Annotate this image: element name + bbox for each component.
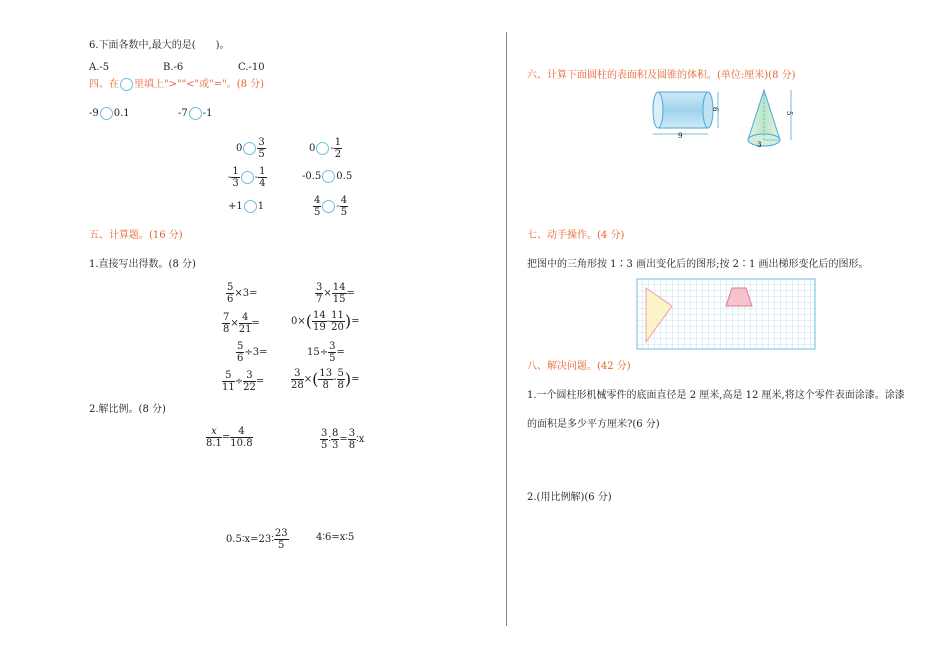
problem-1-line1: 1.一个圆柱形机械零件的底面直径是 2 厘米,高是 12 厘米,将这个零件表面涂漆。涂漆 (527, 390, 905, 401)
calc-instructions: 1.直接写出得数。(8 分) (89, 259, 196, 270)
cylinder-width-label: 9 (678, 132, 683, 140)
answer-circle[interactable] (322, 170, 335, 183)
section4-title: 四、在 里填上">""<"或"="。(8 分) (89, 79, 265, 90)
calc-4: 0×( $\frac{14}{19}$ - $\frac{11}{20}$ )= (291, 310, 360, 333)
section7-title: 七、动手操作。(4 分) (527, 230, 625, 241)
proportion-2: $\frac{3}{5}$ ∶ $\frac{8}{3}$ = $\frac{3}{8}$ ∶x (321, 428, 365, 451)
answer-circle[interactable] (322, 200, 335, 213)
answer-circle[interactable] (243, 142, 256, 155)
answer-circle[interactable] (244, 200, 257, 213)
proportion-3: 0.5∶x=23∶ $\frac{23}{5}$ (226, 528, 288, 551)
answer-circle[interactable] (100, 107, 113, 120)
cone-height-label: 5 (785, 111, 793, 116)
section5-title: 五、计算题。(16 分) (89, 230, 183, 241)
compare-6: -0.5 0.5 (302, 171, 353, 182)
cylinder-figure (648, 86, 728, 140)
answer-circle[interactable] (189, 107, 202, 120)
calc-2: $\frac{3}{7}$ × $\frac{14}{15}$ = (316, 282, 355, 305)
compare-2: -7 -1 (178, 108, 213, 119)
calc-3: $\frac{7}{8}$ × $\frac{4}{21}$ = (223, 312, 260, 335)
section6-title: 六、计算下面圆柱的表面积及圆锥的体积。(单位:厘米)(8 分) (527, 70, 796, 81)
compare-5: - $\frac{1}{3}$ - $\frac{1}{4}$ (228, 166, 266, 189)
compare-3: 0 $\frac{3}{5}$ (236, 137, 265, 160)
compare-8: $\frac{4}{5}$ - $\frac{4}{5}$ (314, 195, 348, 218)
calc-8: $\frac{3}{28}$ ×( $\frac{13}{8}$ - $\frac{5}{8}$ )= (291, 368, 360, 391)
compare-4: 0 - $\frac{1}{2}$ (309, 137, 342, 160)
problem-2: 2.(用比例解)(6 分) (527, 492, 612, 503)
q6-option-b[interactable]: B.-6 (163, 62, 184, 73)
grid-figure (636, 278, 816, 350)
cylinder-height-label: 6 (711, 107, 719, 112)
q6-option-a[interactable]: A.-5 (89, 62, 110, 73)
cone-radius-label: 3 (757, 141, 762, 149)
q6-text: 6.下面各数中,最大的是( )。 (89, 40, 230, 51)
compare-circle-icon (120, 78, 133, 91)
compare-7: +1 1 (228, 201, 265, 212)
proportion-instructions: 2.解比例。(8 分) (89, 404, 166, 415)
calc-1: $\frac{5}{6}$ ×3= (227, 282, 258, 305)
section7-text: 把图中的三角形按 1∶3 画出变化后的图形;按 2∶1 画出梯形变化后的图形。 (527, 259, 869, 270)
proportion-1: $\frac{x}{8.1}$ = $\frac{4}{10.8}$ (206, 426, 253, 449)
proportion-4: 4∶6=x∶5 (316, 532, 355, 543)
calc-6: 15÷ $\frac{3}{5}$ = (307, 341, 345, 364)
column-divider (506, 32, 507, 626)
answer-circle[interactable] (316, 142, 329, 155)
section8-title: 八、解决问题。(42 分) (527, 361, 631, 372)
calc-7: $\frac{5}{11}$ ÷ $\frac{3}{22}$ = (222, 370, 265, 393)
calc-5: $\frac{5}{6}$ ÷3= (237, 341, 268, 364)
problem-1-line2: 的面积是多少平方厘米?(6 分) (527, 419, 660, 430)
cone-figure (744, 86, 802, 150)
answer-circle[interactable] (241, 171, 254, 184)
compare-1: -9 0.1 (89, 108, 130, 119)
q6-option-c[interactable]: C.-10 (238, 62, 265, 73)
